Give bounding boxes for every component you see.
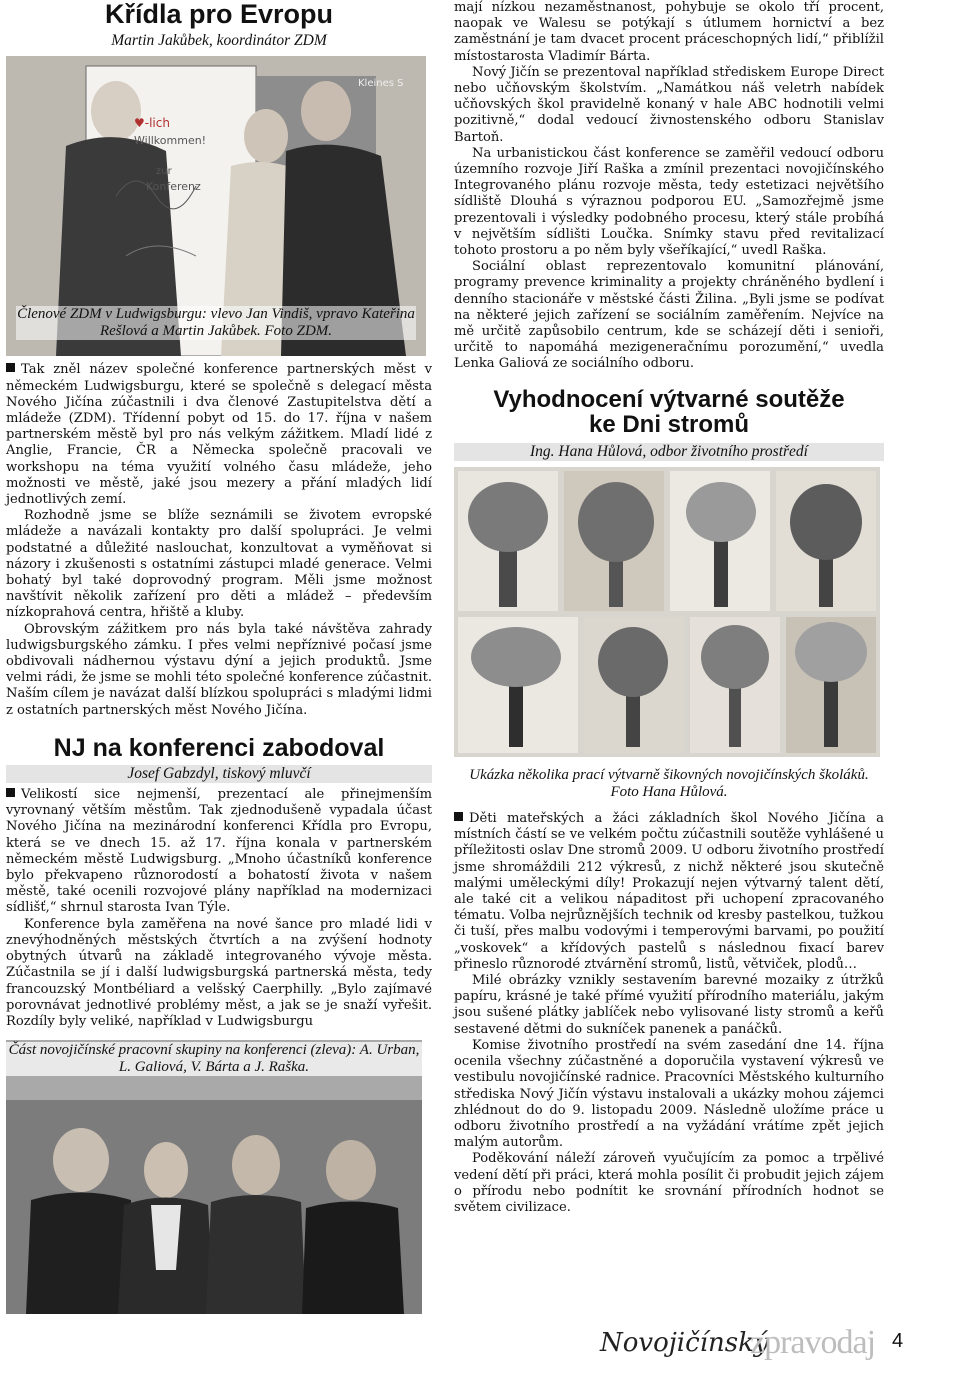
page-number: 4	[892, 1330, 904, 1352]
article-title	[454, 387, 884, 437]
article-body	[454, 811, 884, 1216]
photo-zdm-members	[6, 56, 426, 356]
article-byline: Ing. Hana Hůlová, odbor životního prostředí	[454, 443, 884, 461]
article-paragraph	[6, 362, 432, 508]
paragraph-text: Tak zněl název společné konference partnerských měst v německém Ludwigsburgu, které se společně s delegací města Nového Jičína zúčastnili i dva členové Zastupitelstva dětí a mládeže (ZDM). Třídenní pobyt od 15. do 17. října v našem partnerském městě byl pro nás velkým zážitkem. Mladí lidé z Anglie, Francie, ČR a Německa společně pracovali ve workshopu na téma využití volného času mládeže, jeho možnosti ve městě, jaké jsou mezery a přání mladých lidí jednotlivých zemí.	[6, 362, 432, 507]
article-paragraph: Nový Jičín se prezentoval například střediskem Europe Direct nebo učňovským školstvím. „Namátkou náš veletrh nabídek učňovských škol pravidelně konaný v hale ABC hodnotili velmi pozitivně,“ dodal vedoucí živnostenského odboru Stanislav Bartoň.	[454, 64, 884, 145]
brand-word-text: zpravodaj	[750, 1324, 876, 1361]
article-paragraph: Rozhodně jsme se blíže seznámili se životem evropské mládeže a navázali kontakty pro další spolupráci. Je velmi podstatné a důležité naslouchat, konzultovat a vyměňovat si názory i zkušenosti s ostatními zástupci mladé generace. Velmi bohatý byl také doprovodný program. Měli jsme možnost navštívit několik zařízení pro děti a mládež – především nízkoprahová centra, hřiště a kluby.	[6, 508, 432, 621]
newspaper-brand-logo	[600, 1322, 900, 1362]
article-paragraph	[454, 811, 884, 973]
photo-sign-text: zur	[156, 166, 172, 178]
photo-group-image	[6, 1040, 422, 1314]
article-nj-konference	[6, 735, 432, 1314]
brand-script-text: Novojičínský	[600, 1328, 769, 1358]
bullet-square-icon	[6, 788, 15, 797]
article-paragraph	[6, 787, 432, 917]
article-body	[6, 787, 432, 1030]
photo-sign-text: Konferenz	[146, 180, 201, 194]
drawings-collage-image	[454, 467, 880, 757]
article-byline: Martin Jakůbek, koordinátor ZDM	[111, 32, 327, 50]
paragraph-text: Velikostí sice nejmenší, prezentací ale přinejmenším vyrovnaný větším městům. Tak zjednodušeně vypadala účast Nového Jičína na mezinárodní konferenci Křídla pro Evropu, která se ve dnech 15. až 17. října konala v partnerském německém městě Ludwigsburg. „Mnoho účastníků konference bylo překvapeno různorodostí a bohatostí života v našem městě, také ocenili rozvojové plány například na modernizaci sídlišť,“ shrnul starosta Ivan Týle.	[6, 787, 432, 916]
photo-caption: Část novojičínské pracovní skupiny na konferenci (zleva): A. Urban, L. Galiová, V. Bárta a J. Raška.	[6, 1042, 422, 1076]
photo-sign-text: Kleines S	[358, 78, 404, 90]
article-paragraph: Obrovským zážitkem pro nás byla také návštěva zahrady ludwigsburgského zámku. I přes velmi nepříznivé počasí jsme obdivovali nádhernou výstavu dýní a jejich produktů. Jsme velmi rádi, že jsme se mohli této společné konference zúčastnit. Naším cílem je navázat další blízkou spolupráci s mladými lidmi z ostatních partnerských měst Nového Jičína.	[6, 621, 432, 718]
photo-caption: Ukázka několika prací výtvarně šikovných novojičínských školáků. Foto Hana Hůlová.	[469, 767, 869, 801]
article-title: Křídla pro Evropu	[104, 0, 334, 29]
photo-sign-text: Willkommen!	[134, 134, 207, 148]
article-paragraph: Konference byla zaměřena na nové šance pro mladé lidi v znevýhodněných městských čtvrtích a na zvýšení hodnoty obytných útvarů na základě integrovaného vývoje města. Zúčastnila se jí i další ludwigsburgská partnerská města, tedy francouzský Montbéliard a velšský Caerphilly. „Bylo zajímavé porovnávat jednotlivé problémy měst, a jak se je snaží vyřešit. Rozdíly byly veliké, například v Ludwigsburgu	[6, 916, 432, 1029]
photo-sign-text: ♥-lich	[134, 116, 170, 131]
article-nj-konference-continued	[454, 0, 884, 373]
title-line: Vyhodnocení výtvarné soutěže	[493, 385, 845, 413]
paragraph-text: Děti mateřských a žáci základních škol Nového Jičína a místních částí se ve velkém počtu zúčastnili soutěže vyhlášené u příležitosti oslav Dne stromů 2009. U odboru životního prostředí jsme shromáždili 212 výkresů, z nichž některé jsou skutečně malými uměleckými díly! Prokazují nejen výtvarný talent dětí, ale také cit a velikou nápaditost při uchopení zpracovaného tématu. Volba nejrůznějších technik od kresby pastelkou, tužkou či tuší, přes malbu vodovými i temperovými barvami, po použití „voskovek“ a křídových pastelů s následnou fixací barev přineslo různorodé ztvárnění stromů, listů, větviček, plodů…	[454, 811, 884, 972]
photo-caption: Členové ZDM v Ludwigsburgu: vlevo Jan Vindiš, vpravo Kateřina Rešlová a Martin Jakůbek. Foto ZDM.	[17, 306, 415, 340]
article-paragraph: Komise životního prostředí na svém zasedání dne 14. října ocenila všechny zúčastněné a doporučila vystavení výkresů ve vestibulu novojičínské radnice. Pracovníci Městského kulturního střediska Nový Jičín výstavu instalovali a ukázky mohou zájemci zhlédnout do do 9. listopadu 2009. Následně uložíme práce u odboru životního prostředí a na vyžádání vrátíme zpět jejich malým autorům.	[454, 1037, 884, 1151]
article-paragraph: Poděkování náleží zároveň vyučujícím za pomoc a trpělivé vedení dětí při práci, která mohla posílit či probudit jejich zájem o přírodu nebo podnítit ke srovnání přírodních hodnot se světem civilizace.	[454, 1151, 884, 1215]
title-line: ke Dni stromů	[588, 410, 750, 438]
bullet-square-icon	[454, 812, 463, 821]
article-paragraph: Sociální oblast reprezentovalo komunitní plánování, programy prevence kriminality a projekty chráněného bydlení i denního stacionáře v městské části Žilina. „Byli jsme se podívat na některé jejich zařízení se sociálním zaměřením. Nejvíce na mě určitě zapůsobilo centrum, kde se scházejí děti i senioři, určitě to napomáhá mezigeneračnímu porozumění,“ uvedla Lenka Galiová ze sociálního odboru.	[454, 259, 884, 372]
article-byline: Josef Gabzdyl, tiskový mluvčí	[6, 765, 432, 783]
right-column	[454, 0, 884, 1216]
article-paragraph: Na urbanistickou část konference se zaměřil vedoucí odboru územního rozvoje Jiří Raška a zmínil prezentaci novojičínského Integrovaného plánu rozvoje města, tedy estetizaci největšího sídliště Dlouhá s výraznou podporou EU. „Samozřejmě jsme prezentovali i výsledky podobného procesu, který stále probíhá v největším sídlišti Loučka. Snímky stavu před revitalizací tohoto prostoru a po něm byly všeříkající,“ uvedl Raška.	[454, 145, 884, 259]
bullet-square-icon	[6, 363, 15, 372]
article-kridla	[6, 0, 432, 719]
article-paragraph: mají nízkou nezaměstnanost, pohybuje se okolo tří procent, naopak ve Walesu se potýkají s útlumem hornictví a bez zaměstnání je tam dvacet procent práceschopných lidí,“ přiblížil místostarosta Vladimír Bárta.	[454, 0, 884, 64]
article-den-stromu	[454, 387, 884, 1216]
article-title: NJ na konferenci zabodoval	[53, 733, 385, 762]
photo-children-drawings	[454, 467, 880, 757]
left-column	[6, 0, 432, 1314]
article-body	[6, 362, 432, 718]
article-paragraph: Milé obrázky vznikly sestavením barevné mozaiky z útržků papíru, krásné je také přímé využití přírodního materiálu, jakým jsou sušené plátky jablíček nebo vylisované listy stromů a keřů sestavené dětmi do sukníček panenek a panáčků.	[454, 973, 884, 1037]
photo-working-group	[6, 1040, 422, 1314]
